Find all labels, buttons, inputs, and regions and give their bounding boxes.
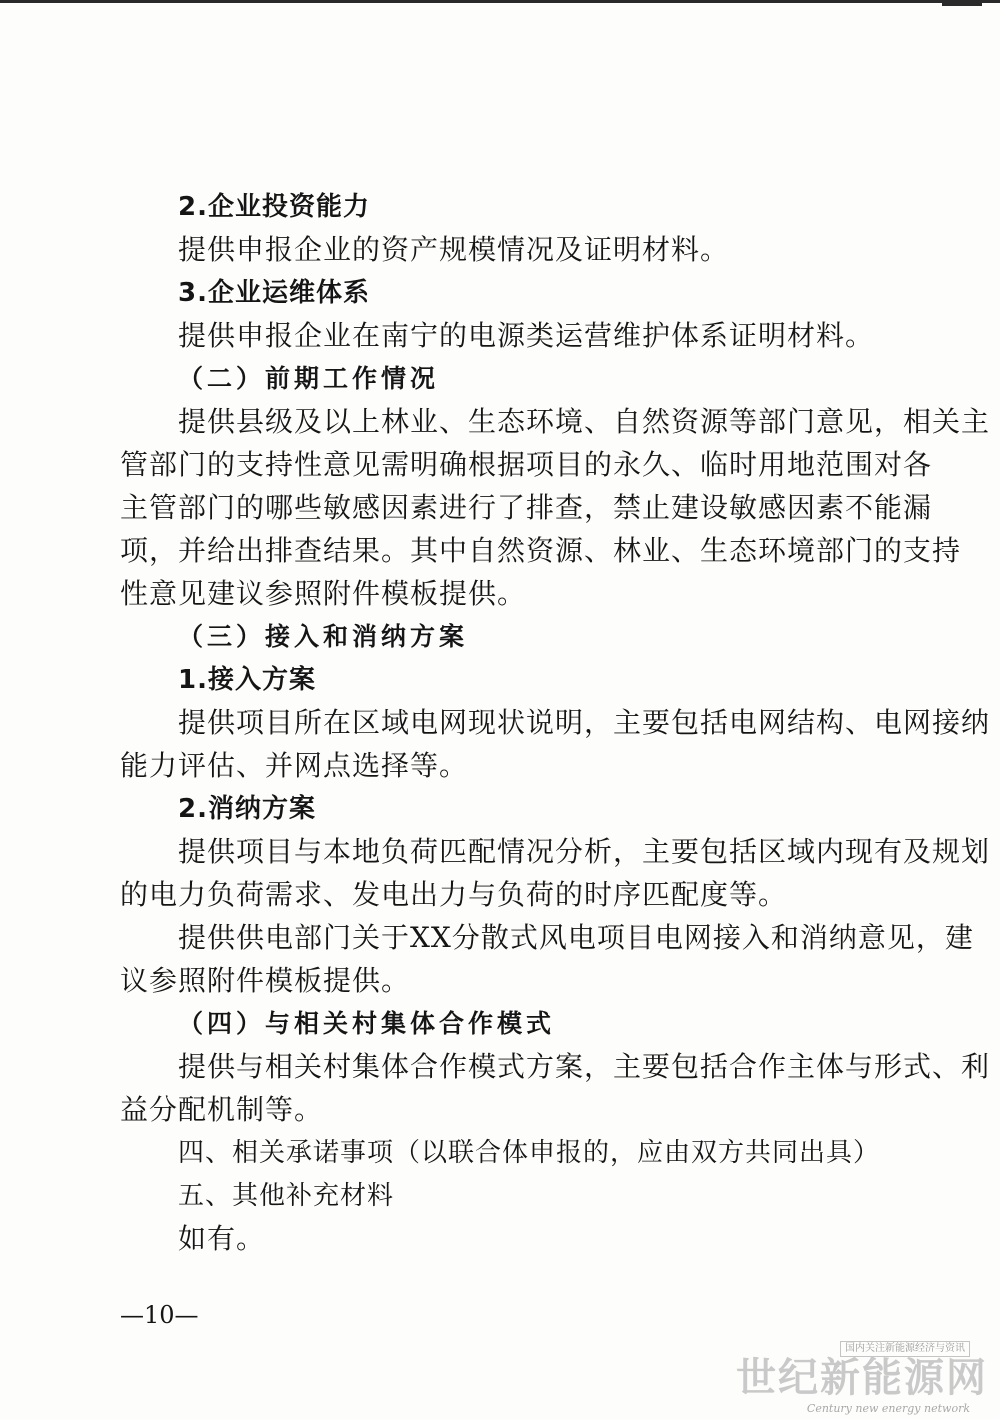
paragraph-line: 议参照附件模板提供。 — [120, 964, 411, 997]
paragraph-line: 的电力负荷需求、发电出力与负荷的时序匹配度等。 — [120, 878, 788, 911]
subheading-operation-system: 3.企业运维体系 — [178, 278, 370, 308]
subheading-access-plan: 1.接入方案 — [178, 665, 316, 695]
paragraph-line: 提供项目所在区域电网现状说明，主要包括电网结构、电网接纳 — [178, 706, 991, 739]
paragraph-line: 提供县级及以上林业、生态环境、自然资源等部门意见，相关主 — [178, 405, 991, 438]
section-heading-village-cooperation: （四）与相关村集体合作模式 — [178, 1009, 556, 1038]
section-heading-preliminary-work: （二）前期工作情况 — [178, 364, 440, 393]
watermark-tagline: 国内关注新能源经济与资讯 — [840, 1341, 970, 1357]
paragraph-line: 提供申报企业在南宁的电源类运营维护体系证明材料。 — [178, 319, 875, 352]
watermark-english: Century new energy network — [806, 1402, 970, 1415]
paragraph-line: 提供项目与本地负荷匹配情况分析，主要包括区域内现有及规划 — [178, 835, 991, 868]
paragraph-line: 项，并给出排查结果。其中自然资源、林业、生态环境部门的支持 — [120, 534, 962, 567]
paragraph-line: 提供申报企业的资产规模情况及证明材料。 — [178, 233, 730, 266]
paragraph-line: 益分配机制等。 — [120, 1093, 324, 1126]
subheading-consumption-plan: 2.消纳方案 — [178, 794, 316, 824]
watermark-logo: 世纪新能源网 — [736, 1355, 988, 1401]
page-number: —10— — [120, 1301, 199, 1329]
paragraph-line: 提供供电部门关于XX分散式风电项目电网接入和消纳意见，建 — [178, 921, 974, 954]
paragraph-line: 性意见建议参照附件模板提供。 — [120, 577, 527, 610]
paragraph-line: 主管部门的哪些敏感因素进行了排查，禁止建设敏感因素不能漏 — [120, 491, 933, 524]
main-heading-commitments: 四、相关承诺事项（以联合体申报的，应由双方共同出具） — [178, 1138, 881, 1168]
section-heading-access-consumption: （三）接入和消纳方案 — [178, 622, 469, 651]
paragraph-line: 管部门的支持性意见需明确根据项目的永久、临时用地范围对各 — [120, 448, 933, 481]
subheading-investment-capacity: 2.企业投资能力 — [178, 192, 370, 222]
paragraph-line: 能力评估、并网点选择等。 — [120, 749, 469, 782]
main-heading-supplementary: 五、其他补充材料 — [178, 1181, 395, 1211]
paragraph-line: 提供与相关村集体合作模式方案，主要包括合作主体与形式、利 — [178, 1050, 991, 1083]
paragraph-line: 如有。 — [178, 1222, 266, 1255]
